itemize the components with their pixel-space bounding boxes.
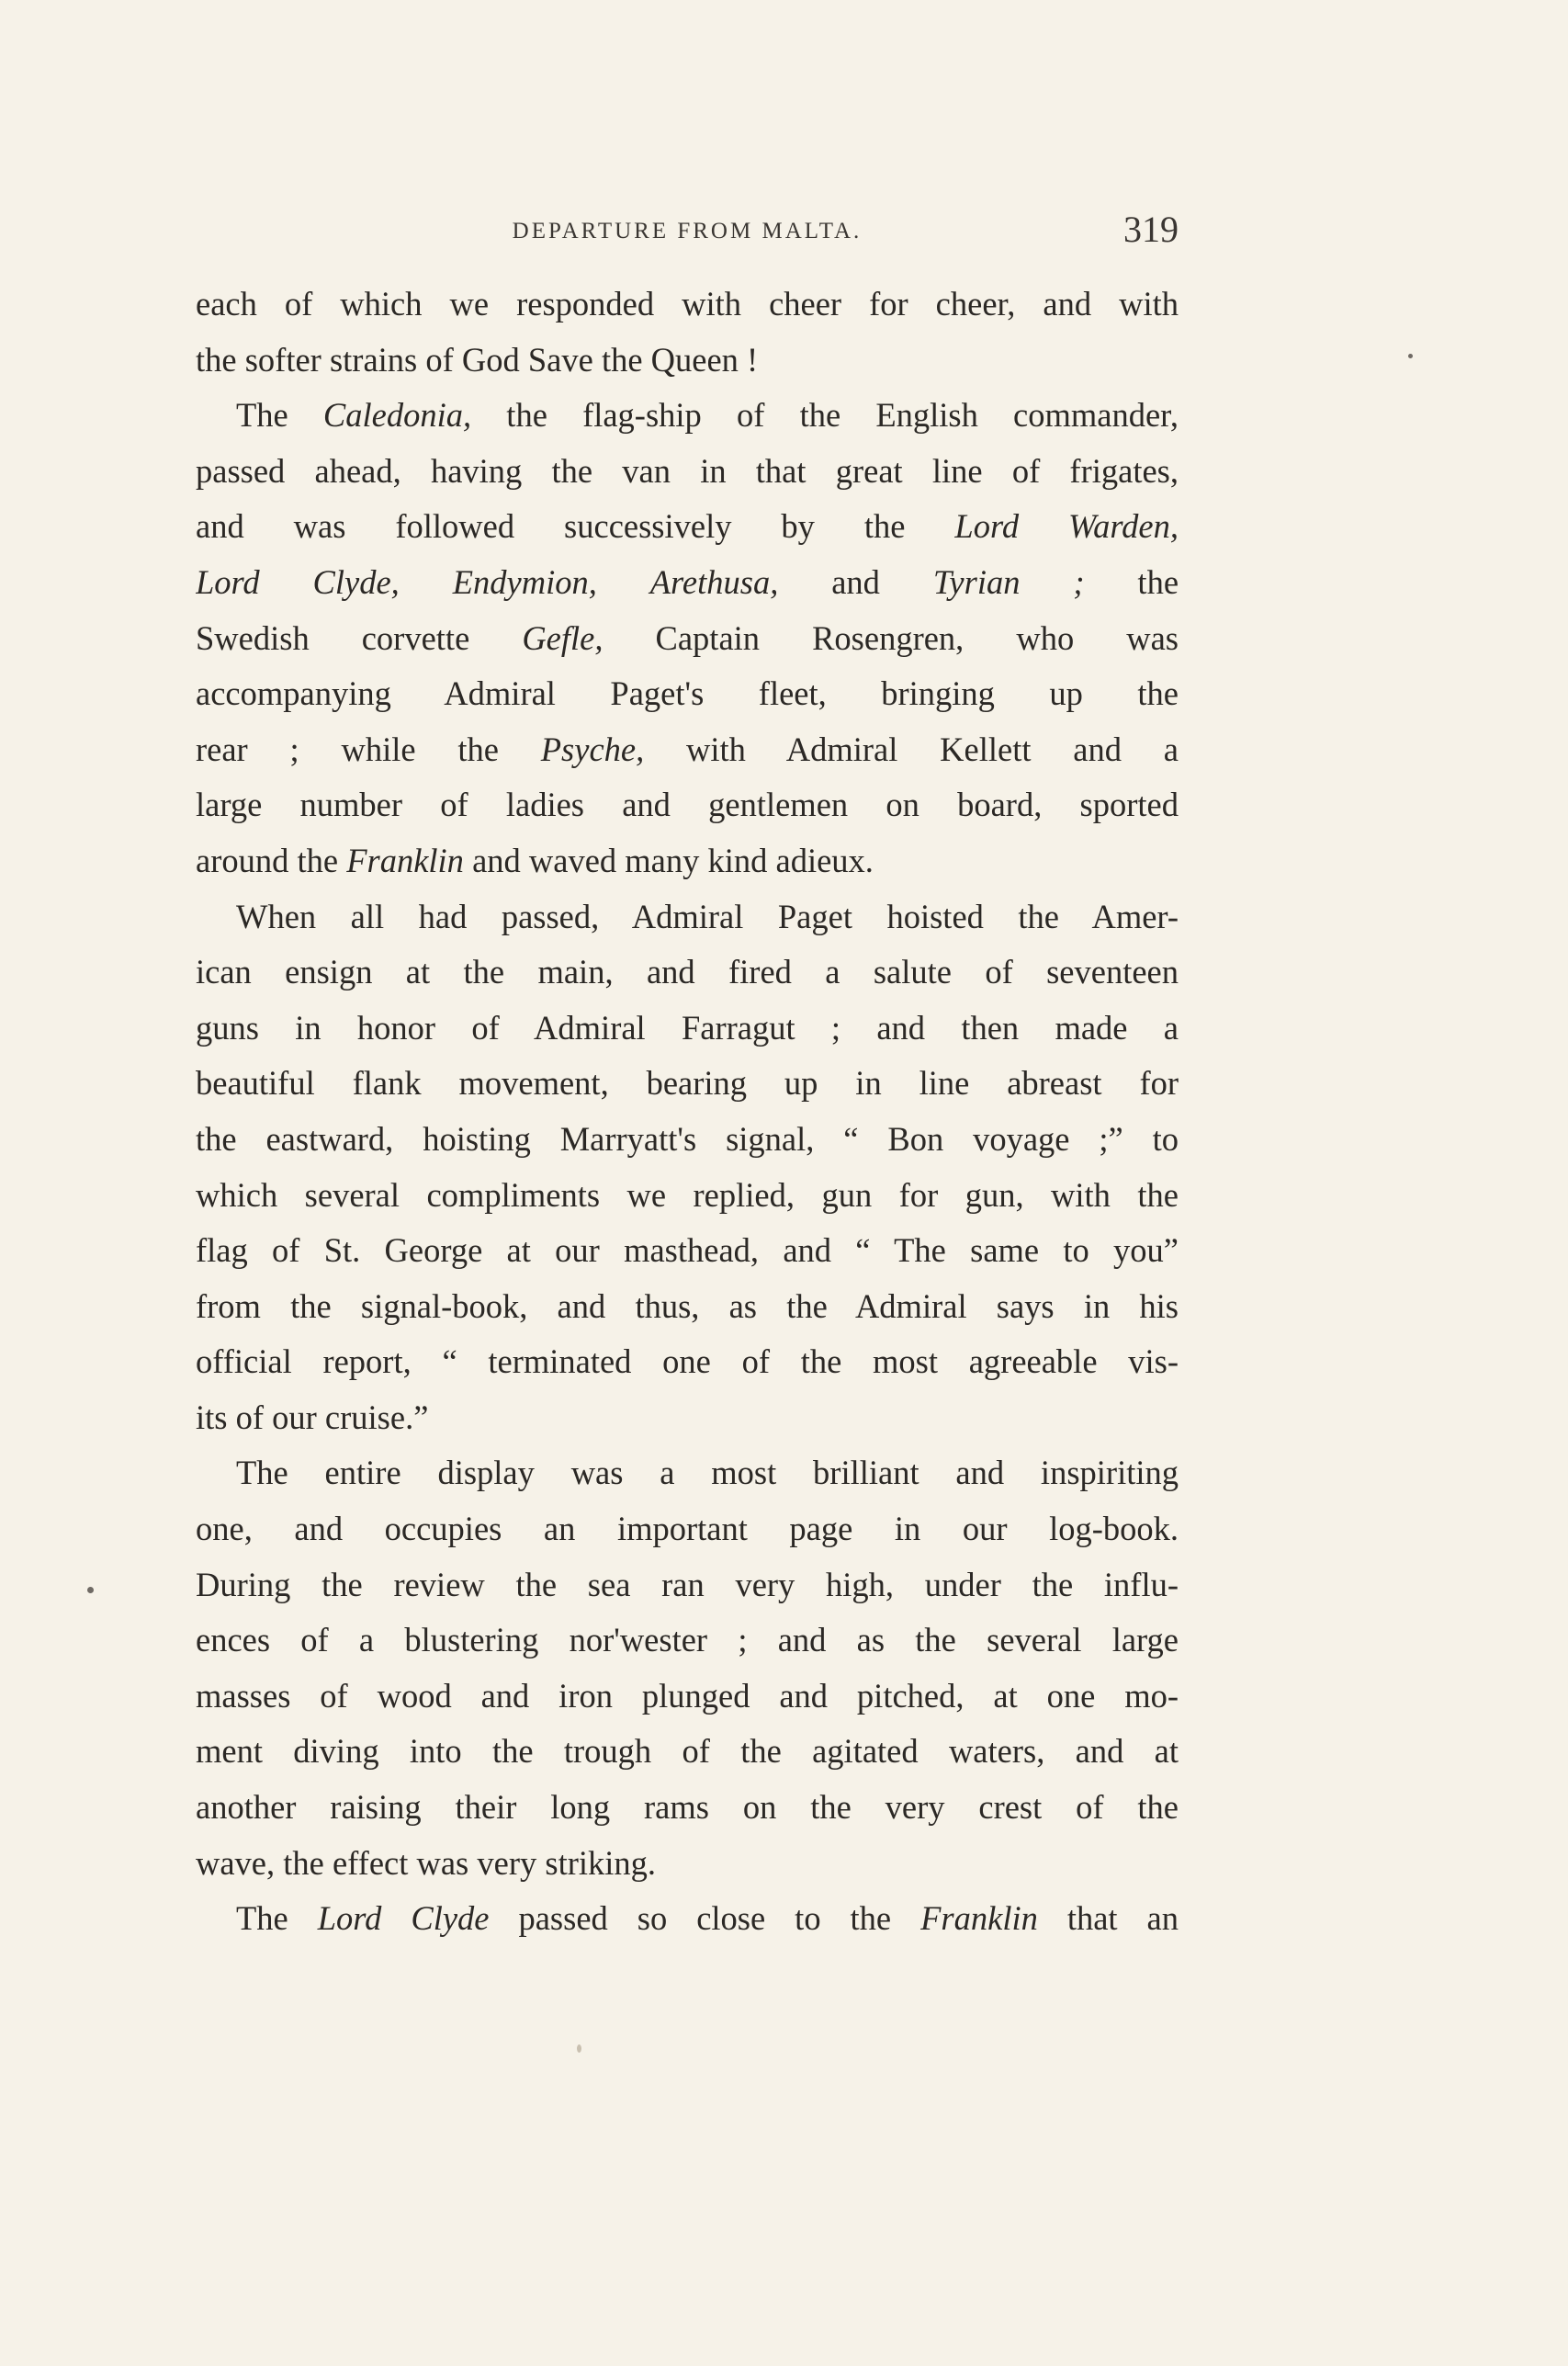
text-line: The Caledonia, the flag-ship of the English commander, bbox=[236, 396, 1179, 435]
ship-name: Caledonia, bbox=[322, 396, 472, 435]
text-line: each of which we responded with cheer for cheer, and with bbox=[196, 285, 1179, 323]
running-head bbox=[196, 208, 1179, 254]
text-line: beautiful flank movement, bearing up in line abreast for bbox=[196, 1064, 1179, 1103]
text-line: The Lord Clyde passed so close to the Franklin that an bbox=[236, 1899, 1179, 1938]
text-line: around the Franklin and waved many kind adieux. bbox=[196, 841, 874, 879]
ship-name: Arethusa, bbox=[649, 562, 779, 601]
text-line: which several compliments we replied, gun for gun, with the bbox=[196, 1175, 1179, 1214]
body-text bbox=[196, 277, 1179, 1947]
text-line: the eastward, hoisting Marryatt's signal, “ Bon voyage ;” to bbox=[196, 1119, 1179, 1158]
text-line: During the review the sea ran very high, under the influ- bbox=[196, 1565, 1179, 1603]
text-line: one, and occupies an important page in our log-book. bbox=[196, 1510, 1179, 1548]
text-line: and was followed successively by the Lord Warden, bbox=[196, 507, 1179, 546]
text-line: rear ; while the Psyche, with Admiral Kellett and a bbox=[196, 730, 1179, 768]
text-line: When all had passed, Admiral Paget hoisted the Amer- bbox=[236, 897, 1179, 935]
text-line: guns in honor of Admiral Farragut ; and then made a bbox=[196, 1008, 1179, 1047]
ship-name: Gefle, bbox=[522, 618, 604, 657]
text-line: ment diving into the trough of the agitated waters, and at bbox=[196, 1732, 1179, 1771]
text-line: ences of a blustering nor'wester ; and as the several large bbox=[196, 1621, 1179, 1659]
text-line: from the signal-book, and thus, as the Admiral says in his bbox=[196, 1286, 1179, 1325]
text-line: Lord Clyde, Endymion, Arethusa, and Tyrian ; the bbox=[196, 562, 1179, 601]
paper-speck bbox=[87, 1587, 94, 1593]
ship-name: Psyche, bbox=[540, 730, 645, 768]
text-line: The entire display was a most brilliant and inspiriting bbox=[236, 1454, 1179, 1492]
text-line: accompanying Admiral Paget's fleet, bringing up the bbox=[196, 674, 1179, 713]
ship-name: Franklin bbox=[346, 841, 464, 879]
text-line: Swedish corvette Gefle, Captain Rosengren, who was bbox=[196, 618, 1179, 657]
paper-speck bbox=[577, 2044, 581, 2053]
text-line: its of our cruise.” bbox=[196, 1398, 429, 1436]
text-line: large number of ladies and gentlemen on board, sported bbox=[196, 786, 1179, 824]
ship-name: Lord Warden, bbox=[954, 507, 1179, 546]
ship-name: Lord Clyde bbox=[317, 1899, 490, 1938]
running-title: DEPARTURE FROM MALTA. bbox=[512, 219, 863, 243]
ship-name: Lord Clyde, bbox=[196, 562, 400, 601]
ship-name: Franklin bbox=[920, 1899, 1038, 1938]
text-line: passed ahead, having the van in that great line of frigates, bbox=[196, 451, 1179, 490]
paper-speck bbox=[1408, 354, 1413, 358]
text-line: ican ensign at the main, and fired a salute of seventeen bbox=[196, 953, 1179, 991]
ship-name: Endymion, bbox=[452, 562, 597, 601]
text-line: masses of wood and iron plunged and pitched, at one mo- bbox=[196, 1676, 1179, 1715]
text-line: official report, “ terminated one of the most agreeable vis- bbox=[196, 1342, 1179, 1381]
text-line: another raising their long rams on the very crest of the bbox=[196, 1788, 1179, 1827]
text-line: wave, the effect was very striking. bbox=[196, 1843, 657, 1882]
page-number: 319 bbox=[1123, 209, 1179, 250]
text-line: flag of St. George at our masthead, and “ The same to you” bbox=[196, 1231, 1179, 1270]
text-line: the softer strains of God Save the Queen ! bbox=[196, 340, 759, 379]
ship-name: Tyrian ; bbox=[932, 562, 1085, 601]
